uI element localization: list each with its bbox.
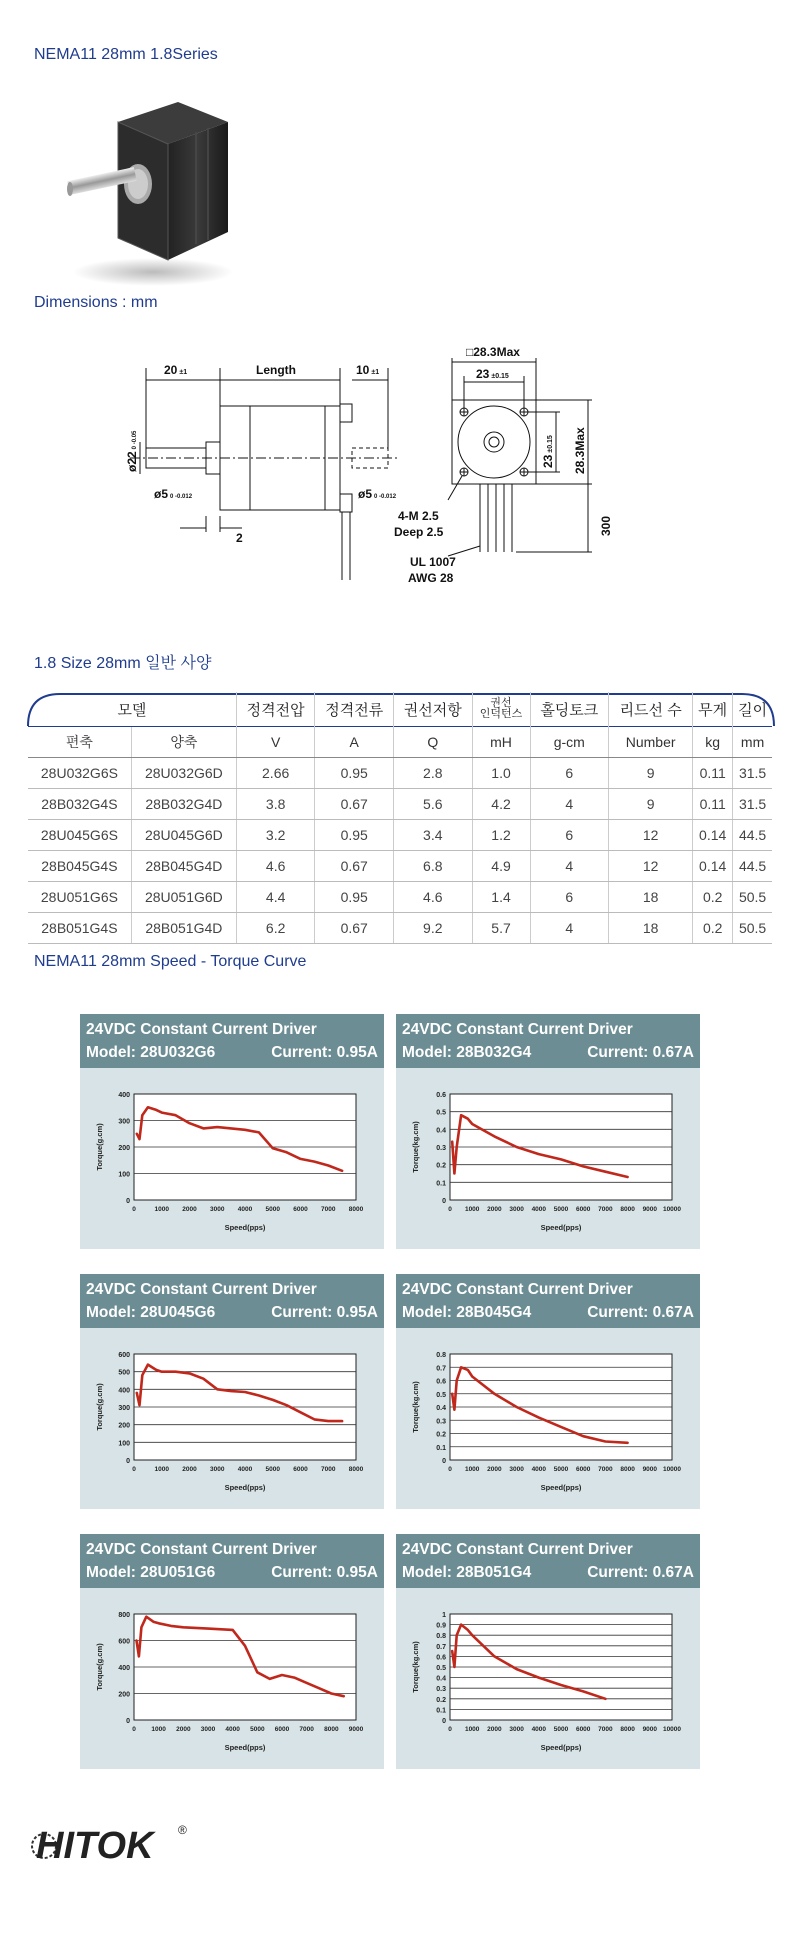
y-tick-label: 0 — [442, 1198, 446, 1205]
table-cell: 28U045G6D — [131, 820, 236, 851]
y-tick-label: 100 — [118, 1171, 130, 1179]
x-axis-label: Speed(pps) — [224, 1223, 266, 1232]
torque-curve-panel — [80, 1014, 384, 1249]
y-tick-label: 200 — [118, 1691, 130, 1699]
spec-header-bottom — [28, 727, 772, 758]
table-cell: 9 — [609, 789, 693, 820]
x-tick-label: 2000 — [487, 1466, 502, 1473]
x-axis-label: Speed(pps) — [224, 1743, 266, 1752]
torque-chart — [80, 1072, 384, 1249]
table-cell: 6 — [530, 758, 609, 789]
table-cell: 1.2 — [472, 820, 530, 851]
table-cell: 4.2 — [472, 789, 530, 820]
panel-current: Current: 0.95A — [271, 1564, 378, 1581]
table-cell: 0.14 — [693, 820, 733, 851]
x-tick-label: 7000 — [598, 1206, 613, 1213]
y-tick-label: 0.7 — [436, 1365, 446, 1373]
x-tick-label: 8000 — [620, 1206, 635, 1213]
y-tick-label: 0.6 — [436, 1654, 446, 1662]
x-tick-label: 10000 — [662, 1726, 682, 1733]
y-tick-label: 600 — [118, 1352, 130, 1359]
table-cell: 28B045G4D — [131, 851, 236, 882]
x-tick-label: 7000 — [321, 1206, 336, 1213]
panel-title: 24VDC Constant Current Driver — [402, 1541, 633, 1558]
table-cell: 44.5 — [733, 851, 772, 882]
torque-chart — [396, 1332, 700, 1509]
table-cell: 31.5 — [733, 758, 772, 789]
y-tick-label: 0 — [442, 1718, 446, 1725]
spec-subheader: g-cm — [530, 727, 609, 758]
spec-header-voltage: 정격전압 — [236, 692, 315, 727]
y-tick-label: 0.3 — [436, 1686, 446, 1694]
x-axis-label: Speed(pps) — [224, 1483, 266, 1492]
x-tick-label: 6000 — [575, 1466, 591, 1473]
table-cell: 6 — [530, 820, 609, 851]
spec-header-weight: 무게 — [693, 692, 733, 727]
x-tick-label: 3000 — [509, 1206, 524, 1213]
spec-body — [28, 758, 772, 944]
spec-subheader: 양축 — [131, 727, 236, 758]
torque-curve-panel — [396, 1534, 700, 1769]
panel-title: 24VDC Constant Current Driver — [402, 1281, 633, 1298]
table-cell: 0.67 — [315, 789, 394, 820]
table-cell: 9 — [609, 758, 693, 789]
table-cell: 2.66 — [236, 758, 315, 789]
y-tick-label: 0.3 — [436, 1418, 446, 1426]
table-cell: 0.67 — [315, 851, 394, 882]
panel-header — [396, 1014, 700, 1068]
torque-curve-panel — [396, 1014, 700, 1249]
y-tick-label: 0.6 — [436, 1092, 446, 1099]
y-tick-label: 400 — [118, 1665, 130, 1672]
x-tick-label: 7000 — [321, 1466, 336, 1473]
torque-curve-panel — [80, 1274, 384, 1509]
x-tick-label: 3000 — [509, 1726, 524, 1733]
panel-model: Model: 28B032G4 — [402, 1044, 532, 1061]
table-cell: 6 — [530, 882, 609, 913]
y-axis-label: Torque(g.cm) — [95, 1643, 104, 1691]
y-tick-label: 0.6 — [436, 1378, 446, 1386]
spec-title: 1.8 Size 28mm 일반 사양 — [34, 655, 212, 672]
table-cell: 3.4 — [393, 820, 472, 851]
table-cell: 4.6 — [393, 882, 472, 913]
panel-header — [80, 1534, 384, 1588]
table-row — [28, 820, 772, 851]
x-tick-label: 7000 — [299, 1726, 314, 1733]
x-tick-label: 3000 — [210, 1206, 225, 1213]
table-cell: 4.6 — [236, 851, 315, 882]
hitok-logo — [28, 1816, 188, 1867]
table-cell: 6.2 — [236, 913, 315, 944]
table-row — [28, 913, 772, 944]
torque-curve-panel — [80, 1534, 384, 1769]
x-tick-label: 2000 — [182, 1206, 197, 1213]
table-cell: 28B032G4D — [131, 789, 236, 820]
panel-model: Model: 28U045G6 — [86, 1304, 216, 1321]
table-cell: 5.7 — [472, 913, 530, 944]
table-cell: 50.5 — [733, 913, 772, 944]
y-axis-label: Torque(g.cm) — [95, 1123, 104, 1171]
table-cell: 0.95 — [315, 820, 394, 851]
table-cell: 28U051G6D — [131, 882, 236, 913]
spec-subheader: mm — [733, 727, 772, 758]
spec-subheader: kg — [693, 727, 733, 758]
x-tick-label: 0 — [132, 1726, 136, 1733]
x-tick-label: 4000 — [531, 1726, 547, 1733]
y-tick-label: 0.5 — [436, 1391, 446, 1399]
x-tick-label: 8000 — [348, 1206, 364, 1213]
table-cell: 4 — [530, 851, 609, 882]
table-cell: 0.95 — [315, 882, 394, 913]
table-row — [28, 851, 772, 882]
y-tick-label: 0 — [126, 1718, 130, 1725]
panel-header — [396, 1274, 700, 1328]
x-tick-label: 2000 — [487, 1206, 502, 1213]
table-cell: 4 — [530, 789, 609, 820]
x-tick-label: 10000 — [662, 1466, 682, 1473]
dim-23-side-label: 23±0.15 — [541, 435, 555, 468]
table-cell: 0.2 — [693, 913, 733, 944]
spec-header-model: 모델 — [117, 701, 147, 719]
y-tick-label: 400 — [118, 1387, 130, 1395]
table-cell: 3.2 — [236, 820, 315, 851]
table-cell: 4.9 — [472, 851, 530, 882]
table-cell: 12 — [609, 851, 693, 882]
dim-300-label: 300 — [599, 515, 613, 536]
panel-current: Current: 0.67A — [587, 1044, 694, 1061]
y-tick-label: 400 — [118, 1092, 130, 1099]
table-cell: 28B051G4D — [131, 913, 236, 944]
x-tick-label: 4000 — [531, 1466, 547, 1473]
spec-subheader: Q — [393, 727, 472, 758]
table-cell: 2.8 — [393, 758, 472, 789]
table-row — [28, 882, 772, 913]
table-cell: 18 — [609, 913, 693, 944]
y-tick-label: 600 — [118, 1638, 130, 1646]
table-cell: 1.4 — [472, 882, 530, 913]
dim-20-label: 20 ±1 — [164, 363, 188, 377]
panel-title: 24VDC Constant Current Driver — [86, 1541, 317, 1558]
table-cell: 12 — [609, 820, 693, 851]
x-tick-label: 2000 — [182, 1466, 197, 1473]
x-tick-label: 5000 — [553, 1726, 569, 1733]
y-tick-label: 200 — [118, 1422, 130, 1430]
x-tick-label: 0 — [448, 1206, 452, 1213]
x-tick-label: 2000 — [487, 1726, 502, 1733]
x-tick-label: 0 — [132, 1466, 136, 1473]
table-cell: 1.0 — [472, 758, 530, 789]
panel-header — [396, 1534, 700, 1588]
spec-subheader: V — [236, 727, 315, 758]
torque-curve-panel — [396, 1274, 700, 1509]
motor-photo — [58, 92, 238, 292]
x-tick-label: 5000 — [265, 1206, 280, 1213]
spec-header-torque: 홀딩토크 — [530, 692, 609, 727]
y-tick-label: 0.9 — [436, 1622, 446, 1630]
y-axis-label: Torque(kg.cm) — [411, 1121, 420, 1173]
spec-header-resistance: 권선저항 — [393, 692, 472, 727]
panel-current: Current: 0.95A — [271, 1304, 378, 1321]
x-tick-label: 8000 — [324, 1726, 339, 1733]
x-tick-label: 1000 — [464, 1726, 480, 1733]
y-tick-label: 300 — [118, 1118, 130, 1126]
awg-label: AWG 28 — [408, 571, 454, 585]
svg-text:®: ® — [178, 1823, 187, 1837]
table-cell: 4 — [530, 913, 609, 944]
table-cell: 44.5 — [733, 820, 772, 851]
table-cell: 28B032G4S — [28, 789, 131, 820]
x-tick-label: 4000 — [237, 1206, 253, 1213]
panel-current: Current: 0.67A — [587, 1564, 694, 1581]
panel-model: Model: 28B045G4 — [402, 1304, 532, 1321]
table-cell: 9.2 — [393, 913, 472, 944]
x-tick-label: 9000 — [348, 1726, 364, 1733]
x-tick-label: 7000 — [598, 1726, 613, 1733]
y-tick-label: 0 — [126, 1458, 130, 1465]
table-cell: 50.5 — [733, 882, 772, 913]
x-axis-label: Speed(pps) — [540, 1223, 582, 1232]
y-axis-label: Torque(kg.cm) — [411, 1641, 420, 1693]
y-tick-label: 800 — [118, 1612, 130, 1619]
y-tick-label: 300 — [118, 1405, 130, 1412]
torque-chart — [396, 1072, 700, 1249]
panel-current: Current: 0.67A — [587, 1304, 694, 1321]
y-tick-label: 500 — [118, 1369, 130, 1377]
deep-label: Deep 2.5 — [394, 525, 444, 539]
y-axis-label: Torque(kg.cm) — [411, 1381, 420, 1433]
x-tick-label: 5000 — [250, 1726, 265, 1733]
y-tick-label: 100 — [118, 1440, 130, 1448]
x-tick-label: 0 — [448, 1726, 452, 1733]
y-tick-label: 0.2 — [436, 1431, 446, 1439]
table-cell: 31.5 — [733, 789, 772, 820]
spec-header-inductance: 권선 인덕턴스 — [472, 692, 530, 727]
x-tick-label: 8000 — [620, 1466, 635, 1473]
x-tick-label: 0 — [132, 1206, 136, 1213]
dim-22-label: ø220 -0.05 — [125, 430, 139, 472]
y-axis-label: Torque(g.cm) — [95, 1383, 104, 1431]
panel-header — [80, 1274, 384, 1328]
table-row — [28, 758, 772, 789]
table-cell: 0.95 — [315, 758, 394, 789]
m25-label: 4-M 2.5 — [398, 509, 439, 523]
table-cell: 3.8 — [236, 789, 315, 820]
x-tick-label: 1000 — [154, 1466, 169, 1473]
y-tick-label: 0.4 — [436, 1127, 446, 1135]
x-tick-label: 8000 — [620, 1726, 635, 1733]
panel-title: 24VDC Constant Current Driver — [86, 1021, 317, 1038]
table-cell: 0.2 — [693, 882, 733, 913]
spec-header-top — [28, 692, 772, 727]
y-tick-label: 0.2 — [436, 1162, 446, 1170]
x-tick-label: 9000 — [642, 1466, 658, 1473]
x-tick-label: 9000 — [642, 1726, 658, 1733]
table-cell: 5.6 — [393, 789, 472, 820]
y-tick-label: 0 — [442, 1458, 446, 1465]
x-tick-label: 3000 — [210, 1466, 225, 1473]
table-cell: 18 — [609, 882, 693, 913]
x-axis-label: Speed(pps) — [540, 1483, 582, 1492]
y-tick-label: 200 — [118, 1145, 130, 1152]
x-tick-label: 6000 — [293, 1466, 308, 1473]
svg-text:HITOK: HITOK — [36, 1825, 154, 1867]
dim-23-top-label: 23 ±0.15 — [476, 367, 509, 381]
y-tick-label: 0.5 — [436, 1665, 446, 1672]
y-tick-label: 0.1 — [436, 1180, 446, 1188]
spec-header-length: 길이 — [733, 692, 772, 727]
curve-title: NEMA11 28mm Speed - Torque Curve — [34, 953, 307, 970]
x-tick-label: 8000 — [348, 1466, 364, 1473]
x-tick-label: 6000 — [274, 1726, 290, 1733]
x-tick-label: 1000 — [464, 1466, 480, 1473]
x-axis-label: Speed(pps) — [540, 1743, 582, 1752]
panel-header — [80, 1014, 384, 1068]
dim-283-label: 28.3Max — [573, 427, 587, 474]
panel-model: Model: 28U032G6 — [86, 1044, 216, 1061]
table-cell: 28U045G6S — [28, 820, 131, 851]
table-row — [28, 789, 772, 820]
x-tick-label: 4000 — [531, 1206, 547, 1213]
x-tick-label: 5000 — [553, 1466, 569, 1473]
y-tick-label: 0.8 — [436, 1633, 446, 1641]
x-tick-label: 6000 — [575, 1206, 591, 1213]
x-tick-label: 4000 — [237, 1466, 253, 1473]
x-tick-label: 6000 — [293, 1206, 308, 1213]
panel-title: 24VDC Constant Current Driver — [86, 1281, 317, 1298]
y-tick-label: 0.1 — [436, 1444, 446, 1452]
x-tick-label: 6000 — [575, 1726, 591, 1733]
x-tick-label: 4000 — [225, 1726, 240, 1733]
spec-subheader: mH — [472, 727, 530, 758]
spec-subheader: 편축 — [28, 727, 131, 758]
panel-model: Model: 28U051G6 — [86, 1564, 216, 1581]
table-cell: 0.14 — [693, 851, 733, 882]
x-tick-label: 5000 — [265, 1466, 280, 1473]
table-cell: 28B051G4S — [28, 913, 131, 944]
torque-chart — [80, 1332, 384, 1509]
x-tick-label: 1000 — [154, 1206, 169, 1213]
spec-subheader: Number — [609, 727, 693, 758]
dimensions-title: Dimensions : mm — [34, 294, 158, 311]
dimension-drawing — [125, 340, 650, 600]
table-cell: 28B045G4S — [28, 851, 131, 882]
y-tick-label: 0.4 — [436, 1405, 446, 1412]
spec-header-leads: 리드선 수 — [609, 692, 693, 727]
x-tick-label: 1000 — [464, 1206, 480, 1213]
y-tick-label: 0.5 — [436, 1109, 446, 1117]
torque-chart — [396, 1592, 700, 1769]
spec-table — [28, 692, 772, 944]
panel-title: 24VDC Constant Current Driver — [402, 1021, 633, 1038]
dim-length-label: Length — [256, 363, 296, 377]
y-tick-label: 0.2 — [436, 1696, 446, 1704]
table-cell: 28U032G6D — [131, 758, 236, 789]
table-cell: 0.67 — [315, 913, 394, 944]
dim-5-right-label: ø5 0 -0.012 — [358, 487, 397, 501]
panel-model: Model: 28B051G4 — [402, 1564, 532, 1581]
dim-2-label: 2 — [236, 531, 243, 545]
table-cell: 0.11 — [693, 789, 733, 820]
x-tick-label: 10000 — [662, 1206, 682, 1213]
table-cell: 28U032G6S — [28, 758, 131, 789]
x-tick-label: 3000 — [200, 1726, 216, 1733]
table-cell: 0.11 — [693, 758, 733, 789]
x-tick-label: 1000 — [151, 1726, 166, 1733]
table-cell: 6.8 — [393, 851, 472, 882]
y-tick-label: 0.7 — [436, 1643, 446, 1651]
torque-chart — [80, 1592, 384, 1769]
y-tick-label: 0.1 — [436, 1707, 446, 1715]
x-tick-label: 7000 — [598, 1466, 613, 1473]
spec-header-current: 정격전류 — [315, 692, 394, 727]
y-tick-label: 0.3 — [436, 1145, 446, 1152]
y-tick-label: 0.4 — [436, 1675, 446, 1683]
ul-label: UL 1007 — [410, 555, 456, 569]
dim-5-left-label: ø5 0 -0.012 — [154, 487, 193, 501]
series-title: NEMA11 28mm 1.8Series — [34, 46, 218, 63]
dim-square-label: □28.3Max — [466, 345, 520, 359]
x-tick-label: 0 — [448, 1466, 452, 1473]
spec-subheader: A — [315, 727, 394, 758]
x-tick-label: 3000 — [509, 1466, 524, 1473]
y-tick-label: 0.8 — [436, 1352, 446, 1359]
dim-10-label: 10 ±1 — [356, 363, 380, 377]
x-tick-label: 5000 — [553, 1206, 569, 1213]
y-tick-label: 0 — [126, 1198, 130, 1205]
table-cell: 4.4 — [236, 882, 315, 913]
y-tick-label: 1 — [442, 1612, 446, 1619]
x-tick-label: 9000 — [642, 1206, 658, 1213]
panel-current: Current: 0.95A — [271, 1044, 378, 1061]
x-tick-label: 2000 — [176, 1726, 191, 1733]
table-cell: 28U051G6S — [28, 882, 131, 913]
